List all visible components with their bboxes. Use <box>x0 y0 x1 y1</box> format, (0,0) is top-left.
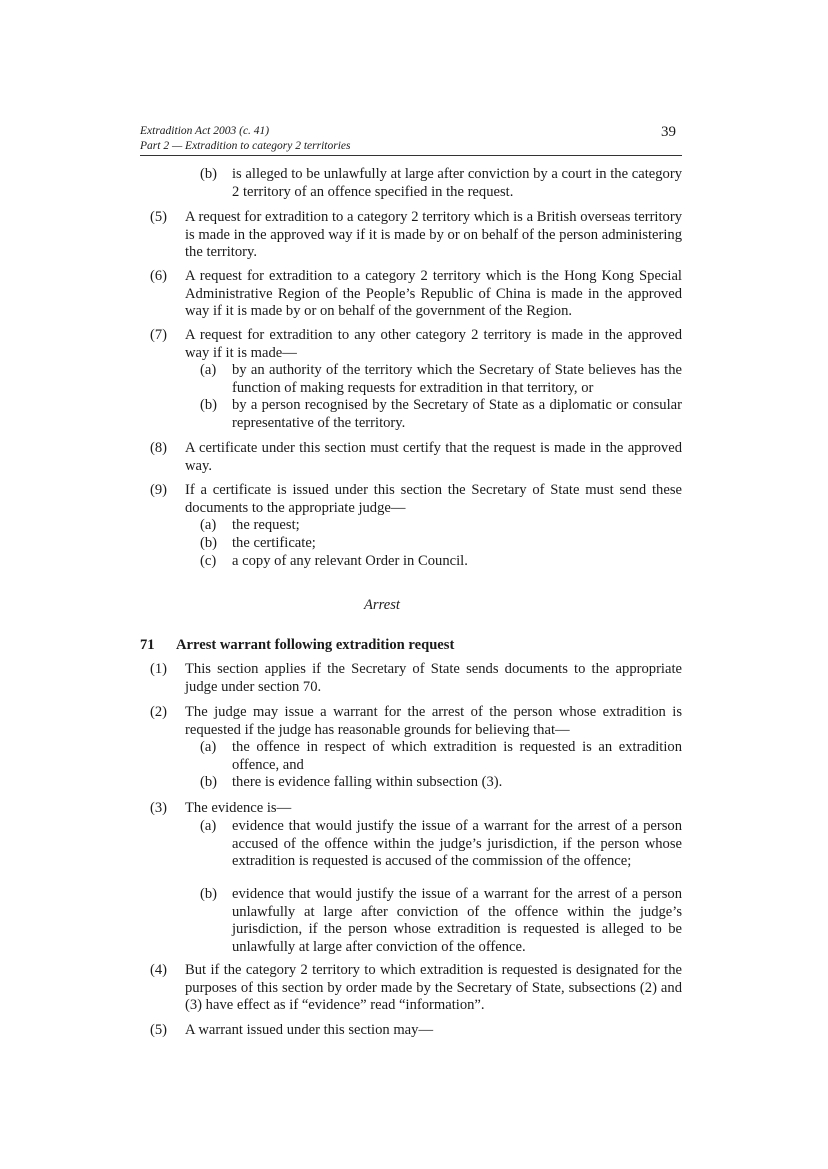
item-label: (b) <box>200 774 218 790</box>
item-label: (c) <box>200 553 217 569</box>
item-text: the certificate; <box>232 535 316 551</box>
subsection-number: (2) <box>150 704 168 720</box>
subsection-number: (9) <box>150 482 168 498</box>
page-number: 39 <box>661 124 676 140</box>
subsection-text: A request for extradition to a category 2 territory which is the Hong Kong Special Administrative Region of the People’s Republic of China is made in the approved way if it is made by or on behalf of the government of the Region. <box>185 268 682 319</box>
item-text: the request; <box>232 517 300 533</box>
section-number: 71 <box>140 637 155 653</box>
subsection-number: (4) <box>150 962 168 978</box>
item-label: (b) <box>200 535 218 551</box>
item-label: (a) <box>200 739 217 755</box>
item-label: (b) <box>200 166 218 182</box>
subsection-number: (1) <box>150 661 168 677</box>
subsection-text: A request for extradition to any other category 2 territory is made in the approved way if it is made— <box>185 327 682 361</box>
item-label: (a) <box>200 362 217 378</box>
header-rule <box>140 155 682 156</box>
subsection-text: The evidence is— <box>185 800 292 816</box>
subsection-text: This section applies if the Secretary of State sends documents to the appropriate judge under section 70. <box>185 661 682 695</box>
cross-heading: Arrest <box>364 597 400 613</box>
subsection-text: The judge may issue a warrant for the arrest of the person whose extradition is requested if the judge has reasonable grounds for believing that— <box>185 704 682 738</box>
item-label: (b) <box>200 397 218 413</box>
item-text: is alleged to be unlawfully at large after conviction by a court in the category 2 territory of an offence specified in the request. <box>232 166 682 200</box>
item-label: (a) <box>200 818 217 834</box>
subsection-text: But if the category 2 territory to which extradition is requested is designated for the purposes of this section by order made by the Secretary of State, subsections (2) and (3) have effect as if “evidence” read “information”. <box>185 962 682 1013</box>
subsection-text: If a certificate is issued under this section the Secretary of State must send these documents to the appropriate judge— <box>185 482 682 516</box>
subsection-text: A request for extradition to a category 2 territory which is a British overseas territory is made in the approved way if it is made by or on behalf of the person administering the territory. <box>185 209 682 260</box>
subsection-number: (5) <box>150 1022 168 1038</box>
running-header <box>140 124 351 154</box>
subsection-text: A warrant issued under this section may— <box>185 1022 434 1038</box>
subsection-number: (6) <box>150 268 168 284</box>
subsection-number: (8) <box>150 440 168 456</box>
part-title: Part 2 — Extradition to category 2 territories <box>140 140 351 152</box>
section-title: Arrest warrant following extradition request <box>176 637 455 653</box>
item-text: evidence that would justify the issue of a warrant for the arrest of a person unlawfully at large after conviction of the offence within the judge’s jurisdiction, if the person whose extradition is requested is alleged to be unlawfully at large after conviction of the offence. <box>232 886 682 955</box>
item-text: there is evidence falling within subsection (3). <box>232 774 503 790</box>
subsection-number: (7) <box>150 327 168 343</box>
item-text: a copy of any relevant Order in Council. <box>232 553 468 569</box>
item-text: evidence that would justify the issue of a warrant for the arrest of a person accused of the offence within the judge’s jurisdiction, if the person whose extradition is requested is accused of the commission of the offence; <box>232 818 682 869</box>
item-text: by a person recognised by the Secretary of State as a diplomatic or consular representative of the territory. <box>232 397 682 431</box>
item-label: (a) <box>200 517 217 533</box>
item-text: the offence in respect of which extradition is requested is an extradition offence, and <box>232 739 682 773</box>
act-title: Extradition Act 2003 (c. 41) <box>140 125 270 137</box>
item-label: (b) <box>200 886 218 902</box>
item-text: by an authority of the territory which the Secretary of State believes has the function of making requests for extradition in that territory, or <box>232 362 682 396</box>
subsection-number: (5) <box>150 209 168 225</box>
subsection-number: (3) <box>150 800 168 816</box>
subsection-text: A certificate under this section must certify that the request is made in the approved way. <box>185 440 682 474</box>
